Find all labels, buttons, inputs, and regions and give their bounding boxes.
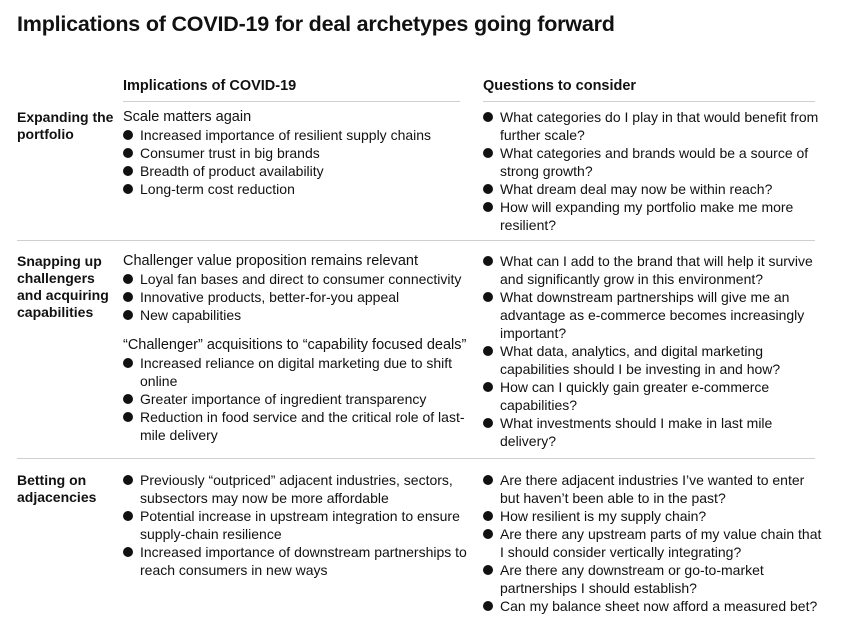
row-label-snapping-up-challengers: Snapping up challengers and acquiring capabilities	[17, 253, 109, 320]
implication-list	[123, 270, 475, 324]
implication-item: Potential increase in upstream integration to ensure supply-chain resilience	[123, 507, 475, 543]
implication-item: Innovative products, better-for-you appeal	[123, 288, 475, 306]
implication-list	[123, 126, 475, 198]
implication-item: New capabilities	[123, 306, 475, 324]
questions-cell	[483, 252, 823, 450]
question-list	[483, 471, 823, 615]
implications-cell	[123, 471, 475, 579]
implication-heading: Challenger value proposition remains relevant	[123, 253, 418, 269]
question-item: What categories do I play in that would benefit from further scale?	[483, 108, 823, 144]
implication-item: Consumer trust in big brands	[123, 144, 475, 162]
question-item: What data, analytics, and digital marketing capabilities should I be investing in and how?	[483, 342, 823, 378]
row-label-betting-on-adjacencies: Betting on adjacencies	[17, 472, 97, 505]
question-item: What investments should I make in last mile delivery?	[483, 414, 823, 450]
question-item: What categories and brands would be a source of strong growth?	[483, 144, 823, 180]
implication-item: Previously “outpriced” adjacent industries, sectors, subsectors may now be more affordable	[123, 471, 475, 507]
implication-item: Greater importance of ingredient transparency	[123, 390, 475, 408]
implication-heading: Scale matters again	[123, 109, 252, 125]
row-divider	[17, 240, 815, 241]
page-title: Implications of COVID-19 for deal archetypes going forward	[17, 12, 615, 36]
implication-item: Increased importance of resilient supply chains	[123, 126, 475, 144]
row-divider	[17, 458, 815, 459]
question-item: Can my balance sheet now afford a measured bet?	[483, 597, 823, 615]
implication-item: Increased reliance on digital marketing due to shift online	[123, 354, 475, 390]
divider	[123, 101, 460, 102]
column-header-questions: Questions to consider	[483, 78, 637, 94]
implication-list	[123, 354, 475, 444]
question-item: Are there any upstream parts of my value chain that I should consider vertically integrating?	[483, 525, 823, 561]
implication-list	[123, 471, 475, 579]
question-item: How will expanding my portfolio make me more resilient?	[483, 198, 823, 234]
implications-cell	[123, 108, 475, 198]
column-header-implications: Implications of COVID-19	[123, 78, 297, 94]
question-item: What dream deal may now be within reach?	[483, 180, 823, 198]
divider	[483, 101, 815, 102]
implication-item: Loyal fan bases and direct to consumer connectivity	[123, 270, 475, 288]
question-list	[483, 252, 823, 450]
implication-item: Increased importance of downstream partnerships to reach consumers in new ways	[123, 543, 475, 579]
implication-item: Reduction in food service and the critical role of last-mile delivery	[123, 408, 475, 444]
row-label-expanding-portfolio: Expanding the portfolio	[17, 109, 114, 142]
implication-heading: “Challenger” acquisitions to “capability focused deals”	[123, 337, 467, 353]
questions-cell	[483, 471, 823, 615]
question-list	[483, 108, 823, 234]
implications-cell	[123, 252, 475, 444]
implication-item: Long-term cost reduction	[123, 180, 475, 198]
question-item: How can I quickly gain greater e-commerce capabilities?	[483, 378, 823, 414]
implication-item: Breadth of product availability	[123, 162, 475, 180]
question-item: How resilient is my supply chain?	[483, 507, 823, 525]
question-item: What downstream partnerships will give me an advantage as e-commerce becomes increasingly important?	[483, 288, 823, 342]
questions-cell	[483, 108, 823, 234]
question-item: What can I add to the brand that will help it survive and significantly grow in this environment?	[483, 252, 823, 288]
question-item: Are there adjacent industries I’ve wanted to enter but haven’t been able to in the past?	[483, 471, 823, 507]
question-item: Are there any downstream or go-to-market partnerships I should establish?	[483, 561, 823, 597]
